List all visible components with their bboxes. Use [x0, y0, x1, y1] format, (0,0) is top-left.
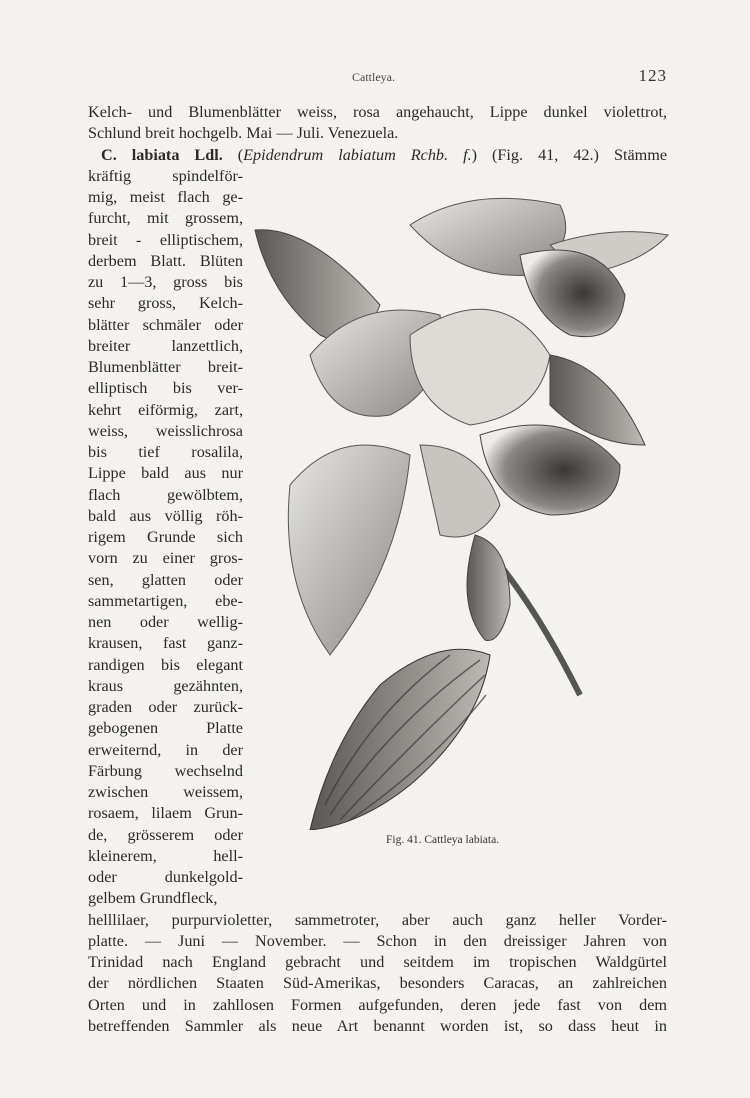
text-line: rigem Grunde sich [88, 528, 243, 546]
text-line: kehrt eiförmig, zart, [88, 400, 243, 419]
narrow-column [88, 166, 243, 910]
text: ( [222, 145, 244, 164]
text-line: Färbung wechselnd [88, 761, 243, 780]
text-line: gebogenen Platte [88, 719, 243, 738]
text-line: derbem Blatt. Blüten [88, 251, 243, 270]
text-line: krausen, fast ganz- [88, 634, 243, 653]
text-line: Orten und in zahllosen Formen aufgefunden, deren jede fast von dem [88, 995, 667, 1014]
text-line: vorn zu einer gros- [88, 549, 243, 568]
text-line: helllilaer, purpurvioletter, sammetroter, aber auch ganz heller Vorder- [88, 910, 667, 929]
text-line: sammetartigen, ebe- [88, 591, 243, 610]
text-line: randigen bis elegant [88, 655, 243, 674]
text-line: blätter schmäler oder [88, 315, 243, 334]
text-line: gelbem Grundfleck, [88, 889, 218, 908]
text-line: breit - elliptischem, [88, 230, 243, 249]
text-line: breiter lanzettlich, [88, 336, 243, 355]
text-line: kleinerem, hell- [88, 846, 243, 865]
text-line: nen oder wellig- [88, 613, 243, 631]
text-line: sen, glatten oder [88, 570, 243, 589]
text-line: sehr gross, Kelch- [88, 294, 243, 313]
text-line: der nördlichen Staaten Süd-Amerikas, besonders Caracas, an zahlreichen [88, 974, 667, 993]
text-line: Blumenblätter breit- [88, 358, 243, 376]
text-line: erweiternd, in der [88, 740, 243, 759]
text-line: weiss, weisslichrosa [88, 421, 243, 440]
text-line: Schlund breit hochgelb. Mai — Juli. Venezuela. [88, 124, 399, 143]
synonym: Epidendrum labiatum Rchb. f. [243, 145, 472, 164]
text-line: zwischen weissem, [88, 783, 243, 801]
text-line: zu 1—3, gross bis [88, 273, 243, 291]
text-line: Trinidad nach England gebracht und seitdem im tropischen Waldgürtel [88, 953, 667, 971]
orchid-illustration [250, 185, 670, 830]
text-line: kräftig spindelför- [88, 166, 243, 185]
text-line: oder dunkelgold- [88, 868, 243, 886]
entry-line [88, 145, 667, 166]
text-line: Kelch- und Blumenblätter weiss, rosa angehaucht, Lippe dunkel violettrot, [88, 103, 667, 121]
text-line: mig, meist flach ge- [88, 188, 243, 206]
text-line: de, grösserem oder [88, 825, 243, 844]
running-title: Cattleya. [352, 70, 395, 84]
figure-caption: Fig. 41. Cattleya labiata. [386, 834, 500, 846]
text-line: Lippe bald aus nur [88, 464, 243, 483]
page-number: 123 [638, 66, 667, 85]
text-line: graden oder zurück- [88, 698, 243, 716]
text-line: furcht, mit grossem, [88, 209, 243, 228]
text-line: platte. — Juni — November. — Schon in den dreissiger Jahren von [88, 931, 667, 950]
species-name: C. labiata Ldl. [101, 145, 223, 164]
text-line: elliptisch bis ver- [88, 379, 243, 398]
text-line: betreffenden Sammler als neue Art benannt worden ist, so dass heut in [88, 1016, 667, 1035]
text-line: bis tief rosalila, [88, 443, 243, 461]
text-line: kraus gezähnten, [88, 676, 243, 695]
text-line: flach gewölbtem, [88, 485, 243, 504]
text: ) (Fig. 41, 42.) Stämme [471, 145, 667, 164]
text-line: rosaem, lilaem Grun- [88, 804, 243, 823]
text-line: bald aus völlig röh- [88, 506, 243, 525]
